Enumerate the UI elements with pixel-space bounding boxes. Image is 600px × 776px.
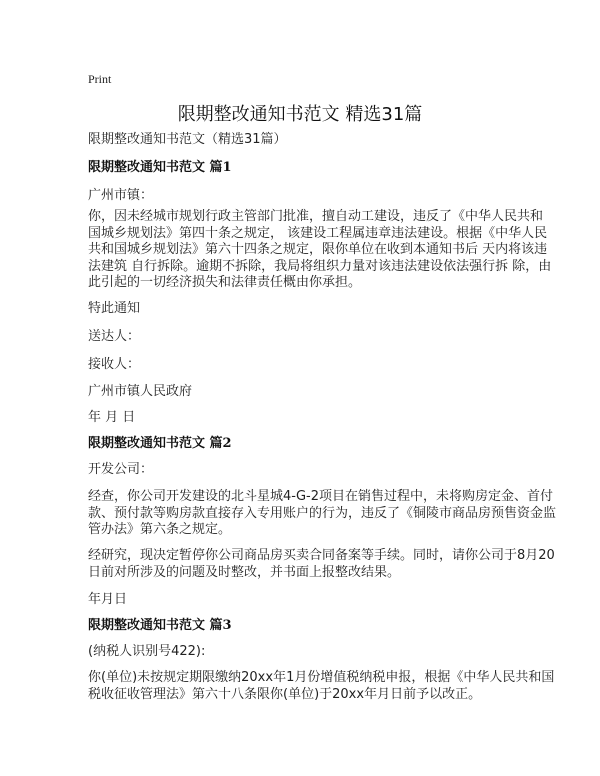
text-line: 你，因未经城市规划行政主管部门批准，擅自动工建设，违反了《中华人民共和	[88, 209, 544, 224]
salutation-2: 开发公司：	[88, 462, 154, 477]
date-1: 年 月 日	[88, 410, 136, 425]
text-line: 法建筑 自行拆除。逾期不拆除，我局将组织力量对该违法建设依法强行拆 除，由	[88, 258, 552, 274]
subtitle: 限期整改通知书范文（精选31篇）	[88, 132, 287, 147]
section-heading-2: 限期整改通知书范文 篇2	[88, 436, 232, 451]
text-line: 你(单位)未按规定期限缴纳20xx年1月份增值税纳税申报，根据《中华人民共和国	[88, 670, 555, 685]
paragraph-2b	[88, 548, 555, 581]
paragraph-2a	[88, 489, 556, 539]
salutation-1: 广州市镇：	[88, 188, 154, 203]
print-link[interactable]: Print	[88, 72, 112, 86]
text-line: 税收征收管理法》第六十八条限你(单位)于20xx年月日前予以改正。	[88, 686, 482, 702]
paragraph-1	[88, 209, 551, 292]
text-line: 此引起的一切经济损失和法律责任概由你承担。	[88, 275, 362, 290]
text-line: 经研究，现决定暂停你公司商品房买卖合同备案等手续。同时，请你公司于8月20	[88, 548, 555, 563]
text-line: 日前对所涉及的问题及时整改，并书面上报整改结果。	[88, 564, 401, 580]
page-title: 限期整改通知书范文 精选31篇	[177, 104, 423, 125]
sender-label: 送达人：	[88, 329, 141, 344]
text-line: 经查，你公司开发建设的北斗星城4-G-2项目在销售过程中，未将购房定金、首付	[88, 489, 553, 504]
paragraph-3	[88, 670, 554, 703]
issuer: 广州市镇人民政府	[88, 384, 193, 399]
salutation-3: (纳税人识别号422):	[88, 644, 206, 659]
section-heading-1: 限期整改通知书范文 篇1	[88, 160, 232, 175]
notice-text: 特此通知	[88, 301, 141, 316]
text-line: 国城乡规划法》第四十条之规定， 该建设工程属违章违法建设。根据《中华人民	[88, 225, 548, 241]
receiver-label: 接收人：	[88, 357, 141, 372]
text-line: 管办法》第六条之规定。	[88, 522, 232, 537]
text-line: 共和国城乡规划法》第六十四条之规定，限你单位在收到本通知书后 天内将该违	[88, 242, 548, 257]
text-line: 款、预付款等购房款直接存入专用账户的行为，违反了《铜陵市商品房预售资金监	[88, 505, 557, 521]
date-2: 年月日	[88, 592, 128, 607]
section-heading-3: 限期整改通知书范文 篇3	[88, 618, 232, 633]
